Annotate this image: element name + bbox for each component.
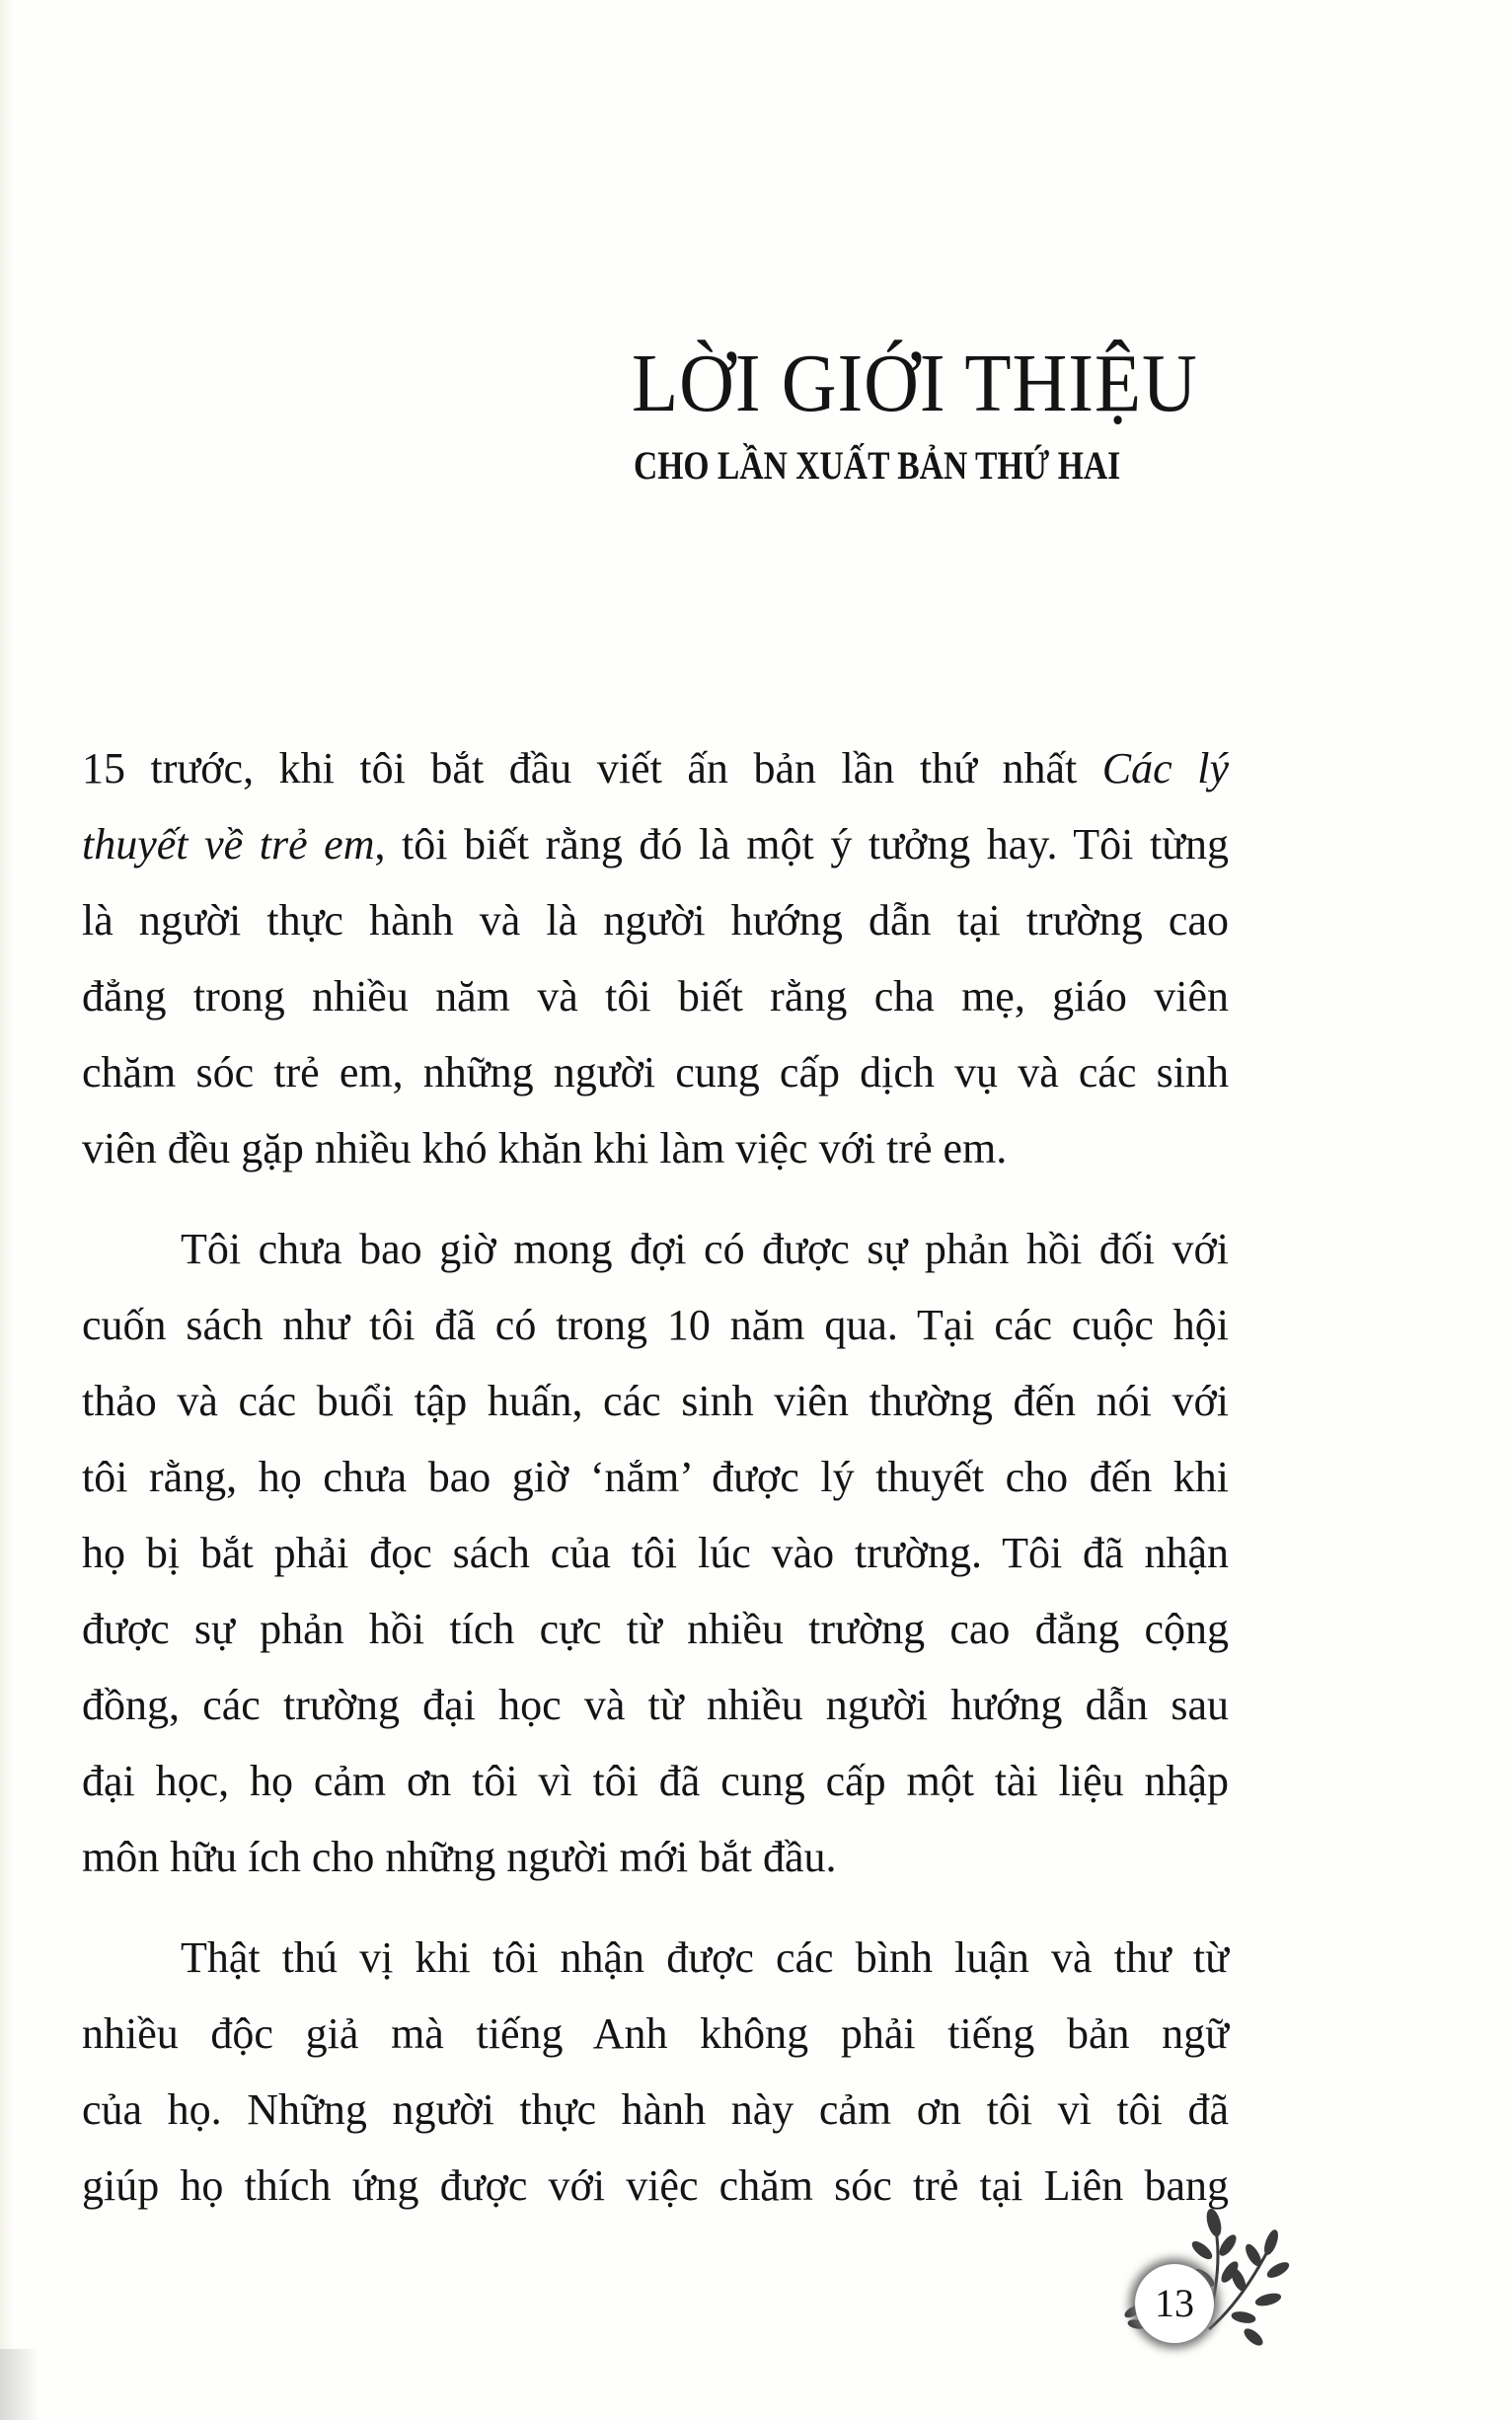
text-segment: họ bị bắt phải đọc sách của tôi lúc vào trường. Tôi đã nhận — [82, 1529, 1229, 1577]
text-segment: , tôi biết rằng đó là một ý tưởng hay. Tôi từng — [374, 820, 1230, 869]
text-segment: của họ. Những người thực hành này cảm ơn tôi vì tôi đã — [82, 2085, 1229, 2134]
text-segment: tôi rằng, họ chưa bao giờ ‘nắm’ được lý thuyết cho đến khi — [82, 1453, 1229, 1501]
text-line — [82, 1287, 1229, 1363]
page-corner-shadow — [0, 2349, 39, 2420]
text-segment: đại học, họ cảm ơn tôi vì tôi đã cung cấp một tài liệu nhập — [82, 1757, 1229, 1805]
text-line — [82, 1667, 1229, 1743]
text-line — [82, 2148, 1229, 2224]
text-line — [82, 1920, 1229, 1996]
body-text — [82, 730, 1229, 2224]
page-edge-shadow — [0, 0, 14, 2420]
page-number: 13 — [1135, 2264, 1214, 2343]
text-line — [82, 730, 1229, 806]
chapter-subtitle: CHO LẦN XUẤT BẢN THỨ HAI — [634, 443, 1121, 488]
text-segment: Thật thú vị khi tôi nhận được các bình luận và thư từ — [181, 1933, 1229, 1982]
text-segment: nhiều độc giả mà tiếng Anh không phải tiếng bản ngữ — [82, 2009, 1229, 2058]
text-line — [82, 1743, 1229, 1819]
italic-book-title: Các lý — [1101, 744, 1229, 793]
text-line — [82, 1996, 1229, 2072]
text-line — [82, 882, 1229, 958]
text-line — [82, 1819, 1229, 1895]
text-line — [82, 1439, 1229, 1515]
text-segment: đồng, các trường đại học và từ nhiều người hướng dẫn sau — [82, 1681, 1229, 1729]
text-segment: viên đều gặp nhiều khó khăn khi làm việc với trẻ em. — [82, 1124, 1008, 1172]
chapter-title: LỜI GIỚI THIỆU — [632, 338, 1198, 429]
text-segment: giúp họ thích ứng được với việc chăm sóc trẻ tại Liên bang — [82, 2161, 1229, 2210]
text-segment: đẳng trong nhiều năm và tôi biết rằng cha mẹ, giáo viên — [82, 972, 1229, 1021]
italic-book-title: thuyết về trẻ em — [82, 820, 375, 869]
text-segment: cuốn sách như tôi đã có trong 10 năm qua. Tại các cuộc hội — [82, 1301, 1229, 1349]
text-line — [82, 806, 1229, 882]
text-line — [82, 1515, 1229, 1591]
text-segment: 15 trước, khi tôi bắt đầu viết ấn bản lần thứ nhất — [82, 744, 1102, 793]
text-line — [82, 1034, 1229, 1110]
text-line — [82, 1211, 1229, 1287]
text-line — [82, 2072, 1229, 2148]
text-line — [82, 1591, 1229, 1667]
text-line — [82, 1363, 1229, 1439]
text-segment: Tôi chưa bao giờ mong đợi có được sự phản hồi đối với — [181, 1225, 1229, 1273]
text-line — [82, 958, 1229, 1034]
text-line — [82, 1110, 1229, 1186]
text-segment: môn hữu ích cho những người mới bắt đầu. — [82, 1833, 837, 1881]
text-segment: thảo và các buổi tập huấn, các sinh viên thường đến nói với — [82, 1377, 1229, 1425]
text-segment: chăm sóc trẻ em, những người cung cấp dịch vụ và các sinh — [82, 1048, 1229, 1097]
text-segment: được sự phản hồi tích cực từ nhiều trường cao đẳng cộng — [82, 1605, 1229, 1653]
text-segment: là người thực hành và là người hướng dẫn tại trường cao — [82, 896, 1229, 945]
